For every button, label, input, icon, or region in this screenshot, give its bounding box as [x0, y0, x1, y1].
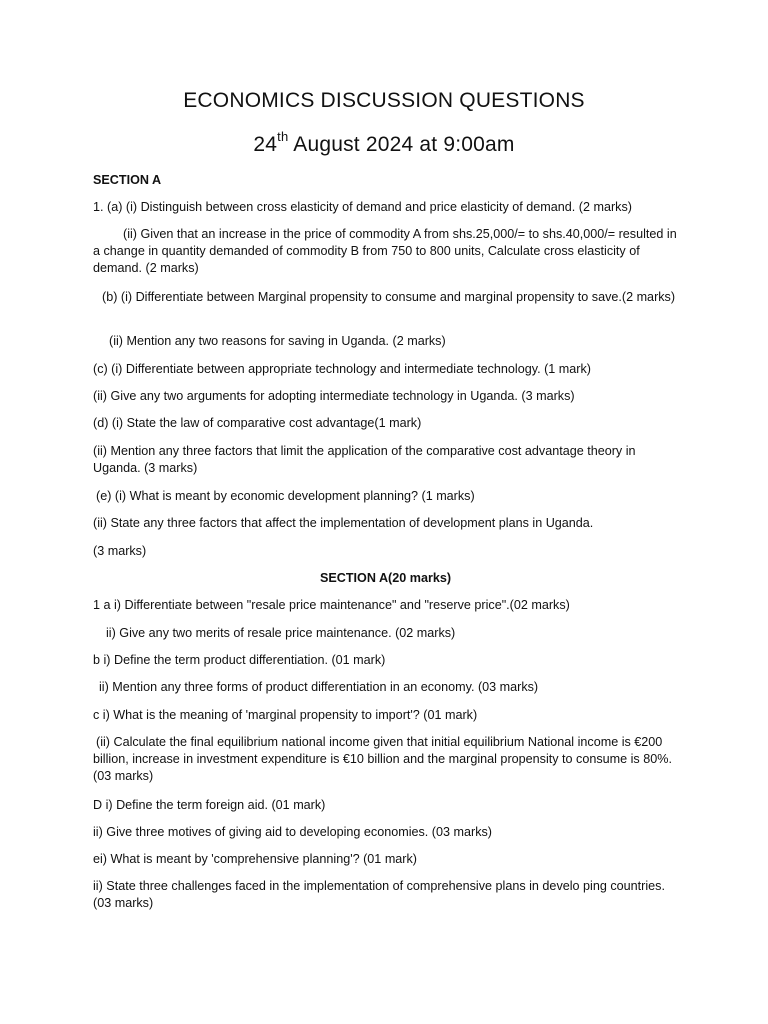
question-item: (c) (i) Differentiate between appropriate technology and intermediate technology. (1 mark): [93, 362, 591, 376]
question-item: ii) Give three motives of giving aid to developing economies. (03 marks): [93, 825, 492, 839]
section-heading-a-20-marks: SECTION A(20 marks): [319, 571, 452, 585]
question-item: (e) (i) What is meant by economic development planning? (1 marks): [96, 489, 475, 503]
question-item: (ii) Given that an increase in the price of commodity A from shs.25,000/= to shs.40,000/= resulted in a change in quantity demanded of commodity B from 750 to 800 units, Calculate cross elasticity of demand. (2 marks): [93, 227, 677, 275]
question-item: ei) What is meant by 'comprehensive planning'? (01 mark): [93, 852, 417, 866]
question-item: (ii) State any three factors that affect the implementation of development plans in Uganda.: [93, 516, 594, 530]
question-item: b i) Define the term product differentiation. (01 mark): [93, 653, 386, 667]
question-item: ii) Mention any three forms of product differentiation in an economy. (03 marks): [99, 680, 539, 694]
date-suffix: th: [277, 129, 289, 144]
date-rest: August 2024 at 9:00am: [288, 133, 515, 156]
question-item: 1. (a) (i) Distinguish between cross elasticity of demand and price elasticity of demand. (2 marks): [93, 200, 632, 214]
question-item: (ii) Mention any three factors that limit the application of the comparative cost advantage theory in Uganda. (3 marks): [93, 444, 636, 475]
question-item: (b) (i) Differentiate between Marginal propensity to consume and marginal propensity to save.(2 marks): [102, 290, 676, 304]
document-date: [0, 131, 768, 157]
question-item: (ii) Give any two arguments for adopting intermediate technology in Uganda. (3 marks): [93, 389, 575, 403]
question-item: (3 marks): [93, 544, 147, 558]
date-day: 24: [253, 133, 278, 156]
document-title: ECONOMICS DISCUSSION QUESTIONS: [183, 89, 585, 112]
question-item: 1 a i) Differentiate between "resale price maintenance" and "reserve price".(02 marks): [93, 598, 570, 612]
question-item: D i) Define the term foreign aid. (01 mark): [93, 798, 326, 812]
question-item: (ii) Mention any two reasons for saving in Uganda. (2 marks): [109, 334, 446, 348]
section-heading-a: SECTION A: [93, 173, 162, 187]
question-item: c i) What is the meaning of 'marginal propensity to import'? (01 mark): [93, 708, 478, 722]
question-item: ii) Give any two merits of resale price maintenance. (02 marks): [106, 626, 456, 640]
question-item: ii) State three challenges faced in the implementation of comprehensive plans in develo ping countries. (03 marks): [93, 879, 665, 910]
question-item: (ii) Calculate the final equilibrium national income given that initial equilibrium National income is €200 billion, increase in investment expenditure is €10 billion and the marginal propensity to consume is 80%. (03 marks): [93, 735, 672, 783]
question-item: (d) (i) State the law of comparative cost advantage(1 mark): [93, 416, 422, 430]
